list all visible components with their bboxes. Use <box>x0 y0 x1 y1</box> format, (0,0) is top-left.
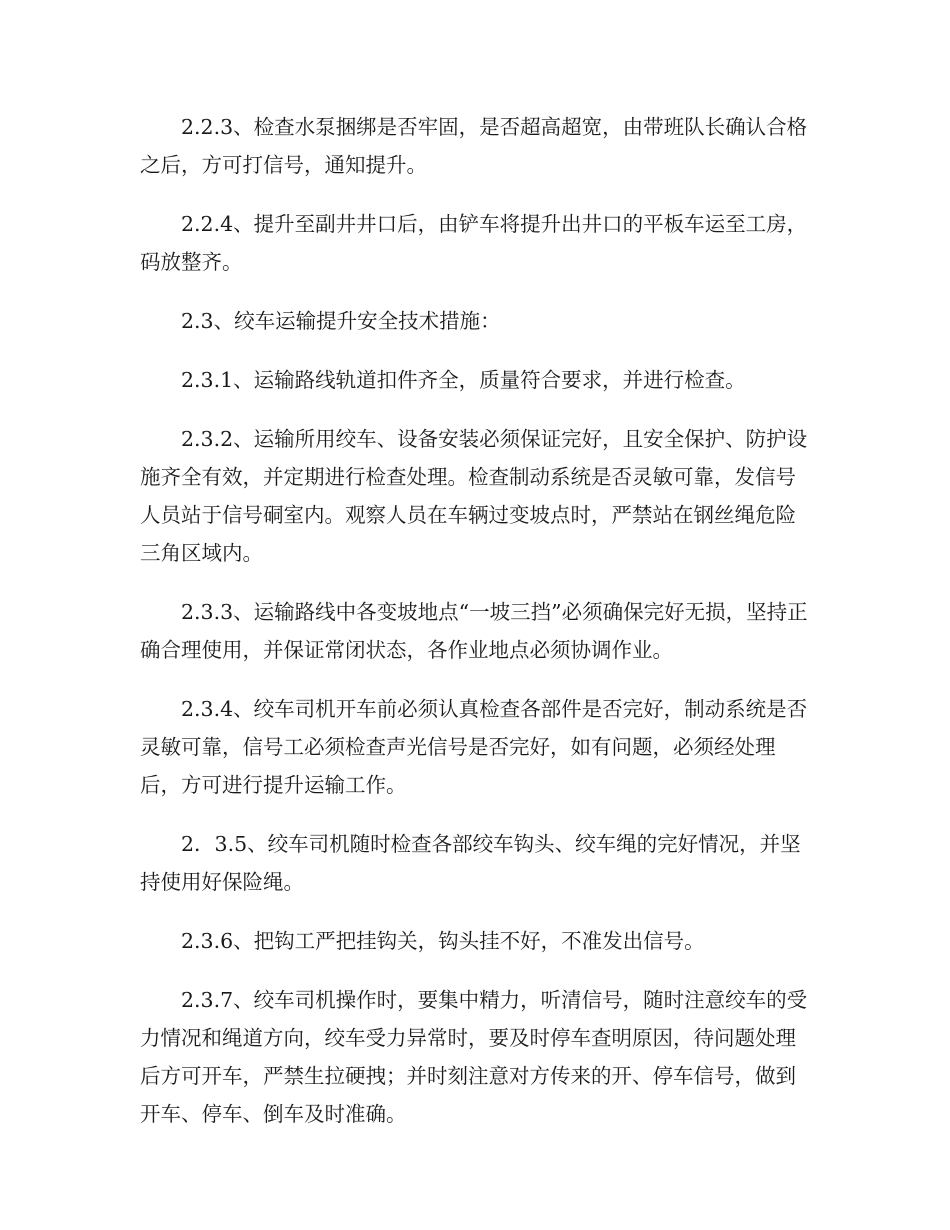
paragraph-2-3-2: 2.3.2、运输所用绞车、设备安装必须保证完好，且安全保护、防护设施齐全有效，并定期进行检查处理。检查制动系统是否灵敏可靠，发信号人员站于信号硐室内。观察人员在车辆过变坡点时，严禁站在钢丝绳危险三角区域内。 <box>140 427 808 565</box>
document-body <box>140 108 810 1154</box>
paragraph-2-3-1: 2.3.1、运输路线轨道扣件齐全，质量符合要求，并进行检查。 <box>181 368 746 392</box>
paragraph-2-3-5: 2．3.5、绞车司机随时检查各部绞车钩头、绞车绳的完好情况，并坚持使用好保险绳。 <box>140 832 801 894</box>
paragraph-2-3-7: 2.3.7、绞车司机操作时，要集中精力，听清信号，随时注意绞车的受力情况和绳道方向，绞车受力异常时，要及时停车查明原因，待问题处理后方可开车，严禁生拉硬拽；并时刻注意对方传来的开、停车信号，做到开车、停车、倒车及时准确。 <box>140 988 808 1126</box>
paragraph-2-3-3: 2.3.3、运输路线中各变坡地点“一坡三挡”必须确保完好无损，坚持正确合理使用，并保证常闭状态，各作业地点必须协调作业。 <box>140 600 808 662</box>
paragraph-2-2-3: 2.2.3、检查水泵捆绑是否牢固，是否超高超宽，由带班队长确认合格之后，方可打信号，通知提升。 <box>140 115 808 177</box>
paragraph-2-2-4: 2.2.4、提升至副井井口后，由铲车将提升出井口的平板车运至工房，码放整齐。 <box>140 212 808 274</box>
paragraph-2-3-6: 2.3.6、把钩工严把挂钩关，钩头挂不好，不准发出信号。 <box>181 929 705 953</box>
paragraph-2-3-4: 2.3.4、绞车司机开车前必须认真检查各部件是否完好，制动系统是否灵敏可靠，信号工必须检查声光信号是否完好，如有问题，必须经处理后，方可进行提升运输工作。 <box>140 697 808 797</box>
section-heading-2-3: 2.3、绞车运输提升安全技术措施： <box>181 309 501 333</box>
